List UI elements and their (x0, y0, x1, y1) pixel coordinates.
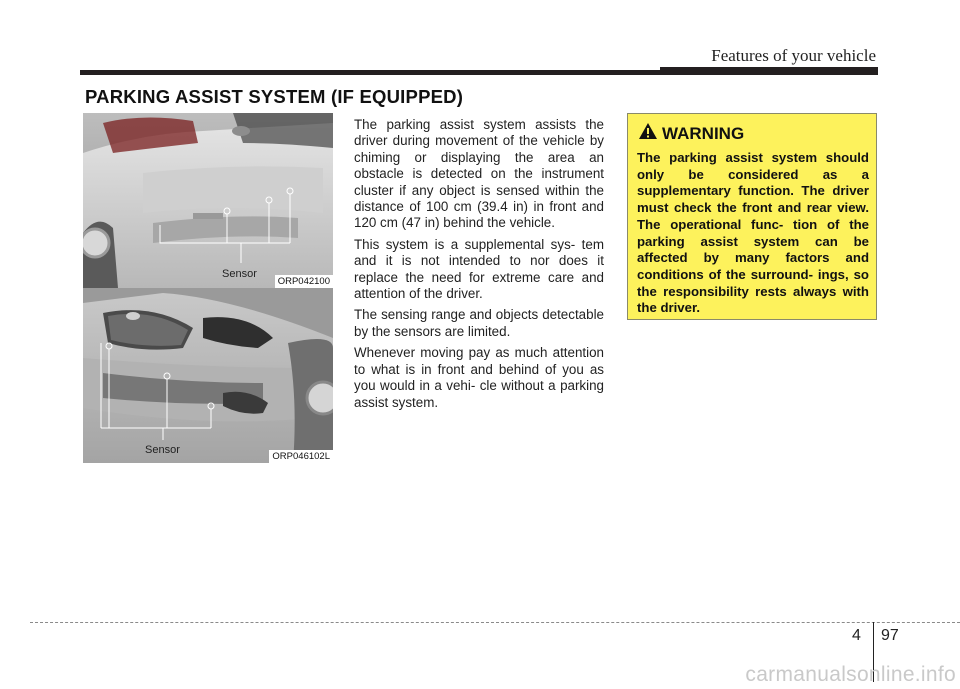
body-paragraph: Whenever moving pay as much attention to what is in front and behind of you as you would in a vehi- cle without a parking assist system. (354, 345, 604, 410)
body-paragraph: This system is a supplemental sys- tem and it is not intended to nor does it replace the need for extreme care and attention of the driver. (354, 236, 604, 302)
rear-sensor-label: Sensor (222, 268, 257, 280)
front-sensor-photo (83, 288, 333, 463)
warning-text: The parking assist system should only be considered as a supplementary function. The driver must check the front and rear view. The operational func- tion of the parking assist system can be affected by many factors and conditions of the surround- ings, so the responsibility rests always with the driver. (637, 150, 869, 316)
chapter-number: 4 (852, 627, 861, 644)
body-paragraph: The parking assist system assists the driver during movement of the vehicle by chiming or displaying the area an obstacle is detected on the instrument cluster if any object is sensed within the distance of 100 cm (39.4 in) in front and 120 cm (47 in) behind the vehicle. (354, 117, 604, 231)
front-figure-code: ORP046102L (269, 450, 333, 463)
body-paragraph: The sensing range and objects detectable by the sensors are limited. (354, 307, 604, 339)
warning-box (627, 113, 877, 320)
warning-triangle-icon (638, 122, 658, 145)
footer-rule (30, 622, 960, 623)
rear-figure-code: ORP042100 (275, 275, 333, 288)
warning-header (638, 122, 744, 145)
section-title: Features of your vehicle (711, 46, 876, 65)
body-text (354, 117, 604, 416)
header-rule-accent (660, 67, 878, 75)
front-sensor-label: Sensor (145, 444, 180, 456)
rear-sensor-photo (83, 113, 333, 288)
page-heading: PARKING ASSIST SYSTEM (IF EQUIPPED) (85, 86, 464, 107)
watermark: carmanualsonline.info (745, 663, 956, 686)
page-number: 97 (881, 627, 899, 644)
warning-title: WARNING (662, 123, 745, 143)
